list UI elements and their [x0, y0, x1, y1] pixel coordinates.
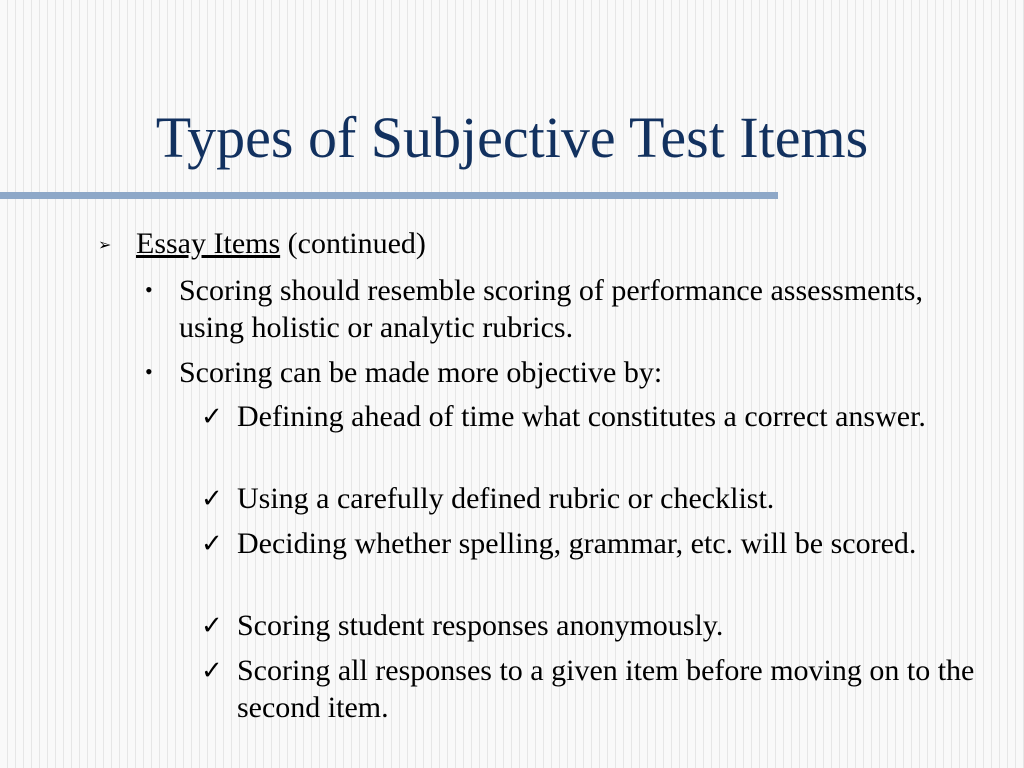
- bullet-scoring-resemble: Scoring should resemble scoring of performance assessments, using holistic or analytic rubrics.: [179, 274, 923, 344]
- essay-items-heading: Essay Items: [136, 227, 281, 260]
- arrow-bullet-icon: ➢: [98, 237, 112, 254]
- check-item-spelling: Deciding whether spelling, grammar, etc. will be scored.: [237, 527, 917, 560]
- bullet-essay-items: [136, 226, 426, 262]
- check-item-anonymous: Scoring student responses anonymously.: [237, 609, 724, 642]
- checkmark-icon: ✓: [201, 611, 223, 640]
- check-item-rubric: Using a carefully defined rubric or checklist.: [237, 482, 775, 515]
- dot-bullet-icon: •: [145, 277, 153, 302]
- checkmark-icon: ✓: [201, 402, 223, 431]
- checkmark-icon: ✓: [201, 484, 223, 513]
- check-item-defining: Defining ahead of time what constitutes a correct answer.: [237, 400, 926, 433]
- bullet-scoring-objective: Scoring can be made more objective by:: [179, 356, 663, 389]
- slide-title: Types of Subjective Test Items: [155, 105, 869, 170]
- essay-items-qualifier: (continued): [280, 227, 426, 260]
- checkmark-icon: ✓: [201, 656, 223, 685]
- dot-bullet-icon: •: [145, 359, 153, 384]
- checkmark-icon: ✓: [201, 529, 223, 558]
- check-item-order: Scoring all responses to a given item before moving on to the second item.: [237, 654, 975, 724]
